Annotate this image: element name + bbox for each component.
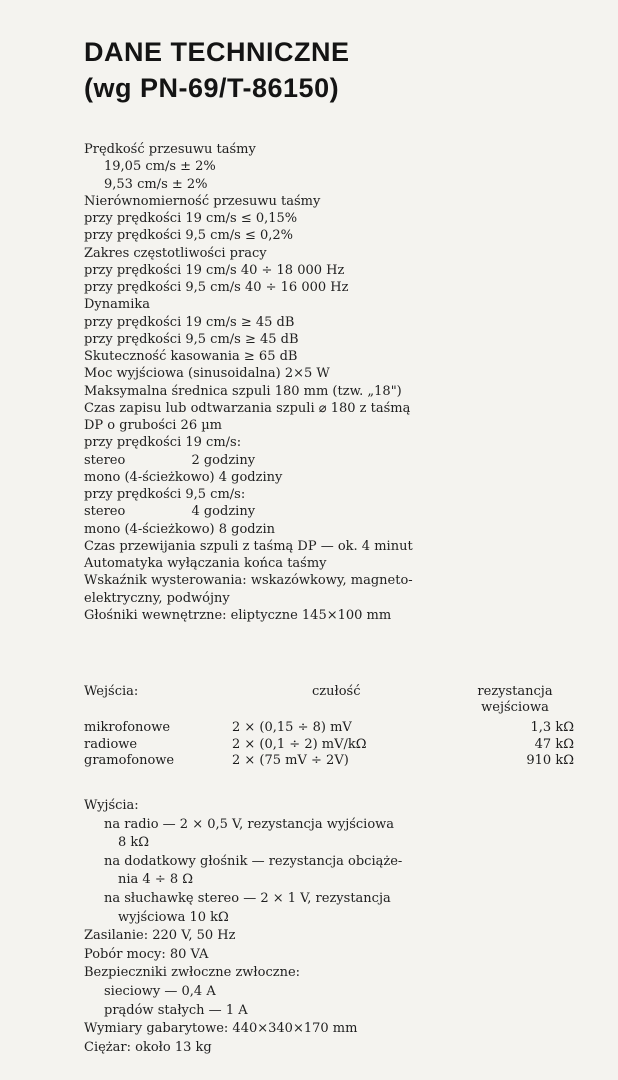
input-sensitivity: 2 × (0,15 ÷ 8) mV	[232, 720, 352, 735]
spec-line: Czas przewijania szpuli z taśmą DP — ok. 4 minut	[84, 538, 413, 554]
input-sensitivity: 2 × (0,1 ÷ 2) mV/kΩ	[232, 736, 367, 752]
spec-line: mono (4-ścieżkowo) 4 godziny	[84, 469, 283, 485]
output-line: na dodatkowy głośnik — rezystancja obciąże-	[104, 853, 403, 869]
input-resistance: 910 kΩ	[526, 753, 574, 768]
spec-line: przy prędkości 9,5 cm/s ≤ 0,2%	[84, 228, 294, 244]
input-resistance: 47 kΩ	[534, 736, 574, 752]
spec-line: przy prędkości 19 cm/s ≤ 0,15%	[84, 211, 298, 226]
output-line: na radio — 2 × 0,5 V, rezystancja wyjściowa	[104, 816, 395, 832]
output-line: Bezpieczniki zwłoczne zwłoczne:	[84, 965, 301, 981]
spec-line: 9,53 cm/s ± 2%	[104, 176, 208, 192]
table-row	[84, 737, 574, 753]
spec-line: Prędkość przesuwu taśmy	[84, 142, 256, 157]
spec-line: Nierównomierność przesuwu taśmy	[84, 193, 321, 209]
header-resistance	[460, 684, 570, 716]
header-resistance-line: wejściowa	[481, 700, 549, 715]
input-name: radiowe	[84, 736, 138, 752]
spec-line: przy prędkości 19 cm/s 40 ÷ 18 000 Hz	[84, 262, 345, 278]
input-sensitivity: 2 × (75 mV ÷ 2V)	[232, 753, 349, 768]
output-line: 8 kΩ	[118, 835, 150, 851]
inputs-table-header	[84, 684, 574, 716]
spec-line: stereo 2 godziny	[84, 452, 256, 468]
title-line: DANE TECHNICZNE	[84, 37, 350, 67]
spec-line: Moc wyjściowa (sinusoidalna) 2×5 W	[84, 366, 330, 382]
input-resistance: 1,3 kΩ	[530, 720, 574, 735]
header-label: Wejścia:	[84, 684, 139, 699]
spec-line: Zakres częstotliwości pracy	[84, 245, 267, 261]
spec-line: przy prędkości 9,5 cm/s ≥ 45 dB	[84, 331, 299, 347]
header-sensitivity: czułość	[312, 684, 361, 699]
spec-line: Głośniki wewnętrzne: eliptyczne 145×100 mm	[84, 607, 392, 623]
spec-line: stereo 4 godziny	[84, 504, 256, 520]
spec-line: Automatyka wyłączania końca taśmy	[84, 556, 327, 571]
spec-line: przy prędkości 9,5 cm/s 40 ÷ 16 000 Hz	[84, 280, 349, 295]
spec-line: przy prędkości 19 cm/s:	[84, 435, 242, 451]
spec-line: elektryczny, podwójny	[84, 590, 230, 606]
output-line: Wyjścia:	[84, 798, 139, 813]
output-line: wyjściowa 10 kΩ	[118, 909, 229, 925]
input-name: mikrofonowe	[84, 720, 171, 735]
output-line: prądów stałych — 1 A	[104, 1002, 248, 1018]
spec-line: 19,05 cm/s ± 2%	[104, 159, 216, 175]
spec-line: mono (4-ścieżkowo) 8 godzin	[84, 521, 275, 537]
output-line: Ciężar: około 13 kg	[84, 1039, 212, 1055]
table-row	[84, 753, 574, 769]
output-line: na słuchawkę stereo — 2 × 1 V, rezystancja	[104, 891, 391, 906]
table-row	[84, 720, 574, 736]
spec-line: Skuteczność kasowania ≥ 65 dB	[84, 349, 298, 364]
spec-line: Maksymalna średnica szpuli 180 mm (tzw. „18")	[84, 383, 402, 399]
subtitle-line: (wg PN-69/T-86150)	[84, 73, 340, 103]
spec-line: Wskaźnik wysterowania: wskazówkowy, magneto-	[84, 573, 413, 589]
spec-line: Czas zapisu lub odtwarzania szpuli ⌀ 180 z taśmą	[84, 400, 411, 416]
spec-line: przy prędkości 9,5 cm/s:	[84, 487, 246, 502]
input-name: gramofonowe	[84, 753, 175, 768]
output-line: Pobór mocy: 80 VA	[84, 946, 209, 962]
header-resistance-line: rezystancja	[477, 684, 553, 699]
output-line: nia 4 ÷ 8 Ω	[118, 872, 194, 888]
spec-line: przy prędkości 19 cm/s ≥ 45 dB	[84, 314, 295, 330]
output-line: Zasilanie: 220 V, 50 Hz	[84, 928, 236, 944]
inputs-table	[84, 684, 574, 784]
output-line: sieciowy — 0,4 A	[104, 984, 216, 999]
output-line: Wymiary gabarytowe: 440×340×170 mm	[84, 1021, 358, 1037]
spec-line: Dynamika	[84, 297, 151, 313]
spec-line: DP o grubości 26 µm	[84, 418, 223, 433]
